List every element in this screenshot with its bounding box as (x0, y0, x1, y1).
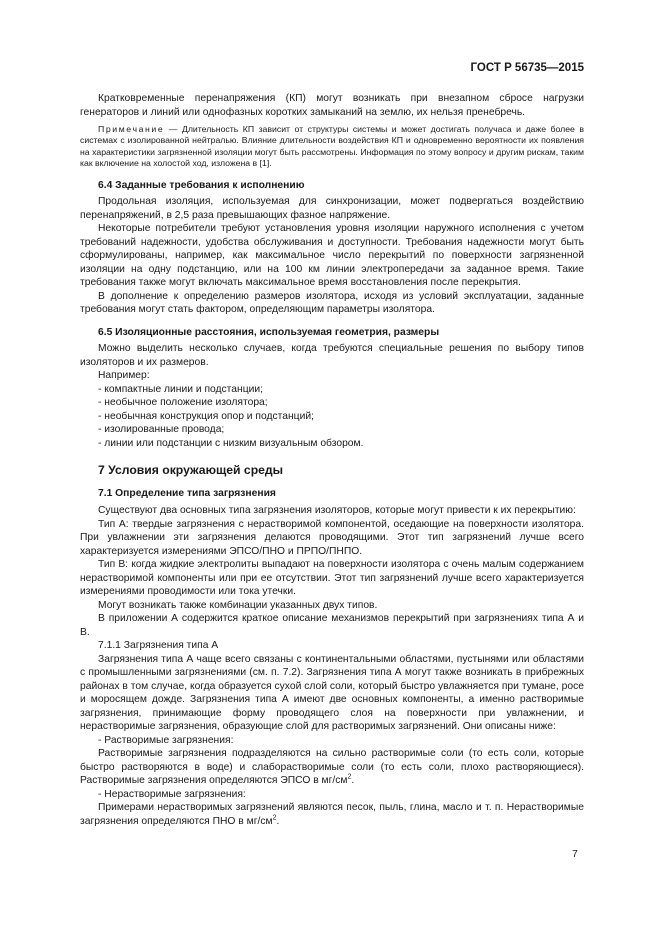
section-7-1-1-paragraph-1: Загрязнения типа А чаще всего связаны с континентальными областями, пустынями или областями с промышленными загрязнениями (см. п. 7.2). Загрязнения типа А могут также возникать в прибрежных районах в том случае, когда образуется сухой слой соли, который быстро увлажняется при тумане, росе и моросящем дожде. Загрязнения типа А имеют две основных компоненты, а именно растворимые загрязнения, принимающие форму проводящего слоя на поверхности при увлажнении, и нерастворимые загрязнения, образующие слой для растворимых загрязнений. Они описаны ниже: (80, 653, 584, 733)
section-7-1-heading: 7.1 Определение типа загрязнения (98, 487, 276, 499)
soluble-paragraph (80, 747, 584, 788)
note-paragraph (80, 124, 584, 170)
list-item: - компактные линии и подстанции; (98, 383, 263, 395)
list-item: - необычная конструкция опор и подстанций; (98, 410, 314, 422)
section-6-4-paragraph-2: Некоторые потребители требуют установления уровня изоляции наружного исполнения с учетом требований надежности, удобства обслуживания и доступности. Требования надежности могут быть сформулированы, например, как максимальное число перекрытий по поверхности загрязненной изоляции на одну подстанцию, или на 100 км линии электропередачи за заданное время. Такие требования также могут включать максимальное время восстановления после перекрытия. (80, 223, 584, 289)
section-7-1-paragraph-4: Могут возникать также комбинации указанных двух типов. (98, 599, 378, 611)
section-7-1-type-b: Тип В: когда жидкие электролиты выпадают на поверхности изолятора с очень малым содержанием нерастворимой компоненты или при ее отсутствии. Этот тип загрязнений лучше всего характеризуется измерениями проводимости или тока утечки. (80, 559, 584, 598)
page-number: 7 (572, 848, 578, 860)
intro-paragraph: Кратковременные перенапряжения (КП) могут возникать при внезапном сбросе нагрузки генераторов и линий или однофазных коротких замыканий на землю, их нельзя пренебречь. (80, 93, 584, 118)
insoluble-superscript: 2 (272, 814, 277, 822)
list-item: - изолированные провода; (98, 424, 225, 436)
section-7-heading: 7 Условия окружающей среды (98, 463, 284, 478)
list-item: - линии или подстанции с низким визуальным обзором. (98, 437, 364, 449)
section-7-1-paragraph-5: В приложении А содержится краткое описание механизмов перекрытий при загрязнениях типа А и В. (80, 613, 584, 638)
page-content (80, 92, 584, 828)
section-6-5-heading: 6.5 Изоляционные расстояния, используемая геометрия, размеры (98, 326, 440, 338)
insoluble-text: Примерами нерастворимых загрязнений являются песок, пыль, глина, масло и т. п. Нерастворимые загрязнения определяются ПНО в мг/см (80, 802, 584, 827)
document-code: ГОСТ Р 56735—2015 (470, 62, 584, 74)
section-7-1-type-a: Тип А: твердые загрязнения с нерастворимой компонентой, оседающие на поверхности изолятора. При увлажнении эти загрязнения делаются проводящими. Этот тип загрязнений лучше всего характеризуется измерениями ЭПСО/ПНО и ПРПО/ПНПО. (80, 518, 584, 557)
soluble-heading: - Растворимые загрязнения: (98, 734, 234, 746)
insoluble-paragraph (80, 801, 584, 828)
note-text: — Длительность КП зависит от структуры системы и может достигать получаса и даже более в системах с изолированной нейтралью. Влияние длительности воздействия КП и одновременно вероятности их появления на характеристики загрязненной изоляции могут быть рассмотрены. Информация по этому вопросу и другим рискам, таким как включение на холостой ход, изложена в [1]. (80, 124, 584, 169)
note-label: Примечание (98, 124, 165, 134)
soluble-period: . (351, 775, 355, 787)
soluble-text: Растворимые загрязнения подразделяются на сильно растворимые соли (то есть соли, которые быстро растворяются в воде) и слаборастворимые соли (то есть соли, плохо растворяющиеся). Растворимые загрязнения определяются ЭПСО в мг/см (80, 748, 584, 787)
insoluble-period: . (276, 815, 280, 827)
section-6-4-heading: 6.4 Заданные требования к исполнению (98, 179, 305, 191)
section-6-5-paragraph-1: Можно выделить несколько случаев, когда требуются специальные решения по выбору типов изоляторов и их размеров. (80, 343, 584, 368)
section-6-4-paragraph-3: В дополнение к определению размеров изолятора, исходя из условий эксплуатации, заданные требования могут стать фактором, определяющим параметры изолятора. (80, 290, 584, 316)
section-7-1-paragraph-1: Существуют два основных типа загрязнения изоляторов, которые могут привести к их перекрытию: (98, 505, 576, 517)
list-item: - необычное положение изолятора; (98, 397, 268, 409)
section-7-1-1-heading: 7.1.1 Загрязнения типа А (98, 640, 219, 652)
soluble-superscript: 2 (347, 773, 352, 781)
section-6-5-paragraph-2: Например: (98, 370, 150, 382)
insoluble-heading: - Нерастворимые загрязнения: (98, 788, 246, 800)
section-6-4-paragraph-1: Продольная изоляция, используемая для синхронизации, может подвергаться воздействию перенапряжений, в 2,5 раза превышающих фазное напряжение. (80, 196, 584, 221)
